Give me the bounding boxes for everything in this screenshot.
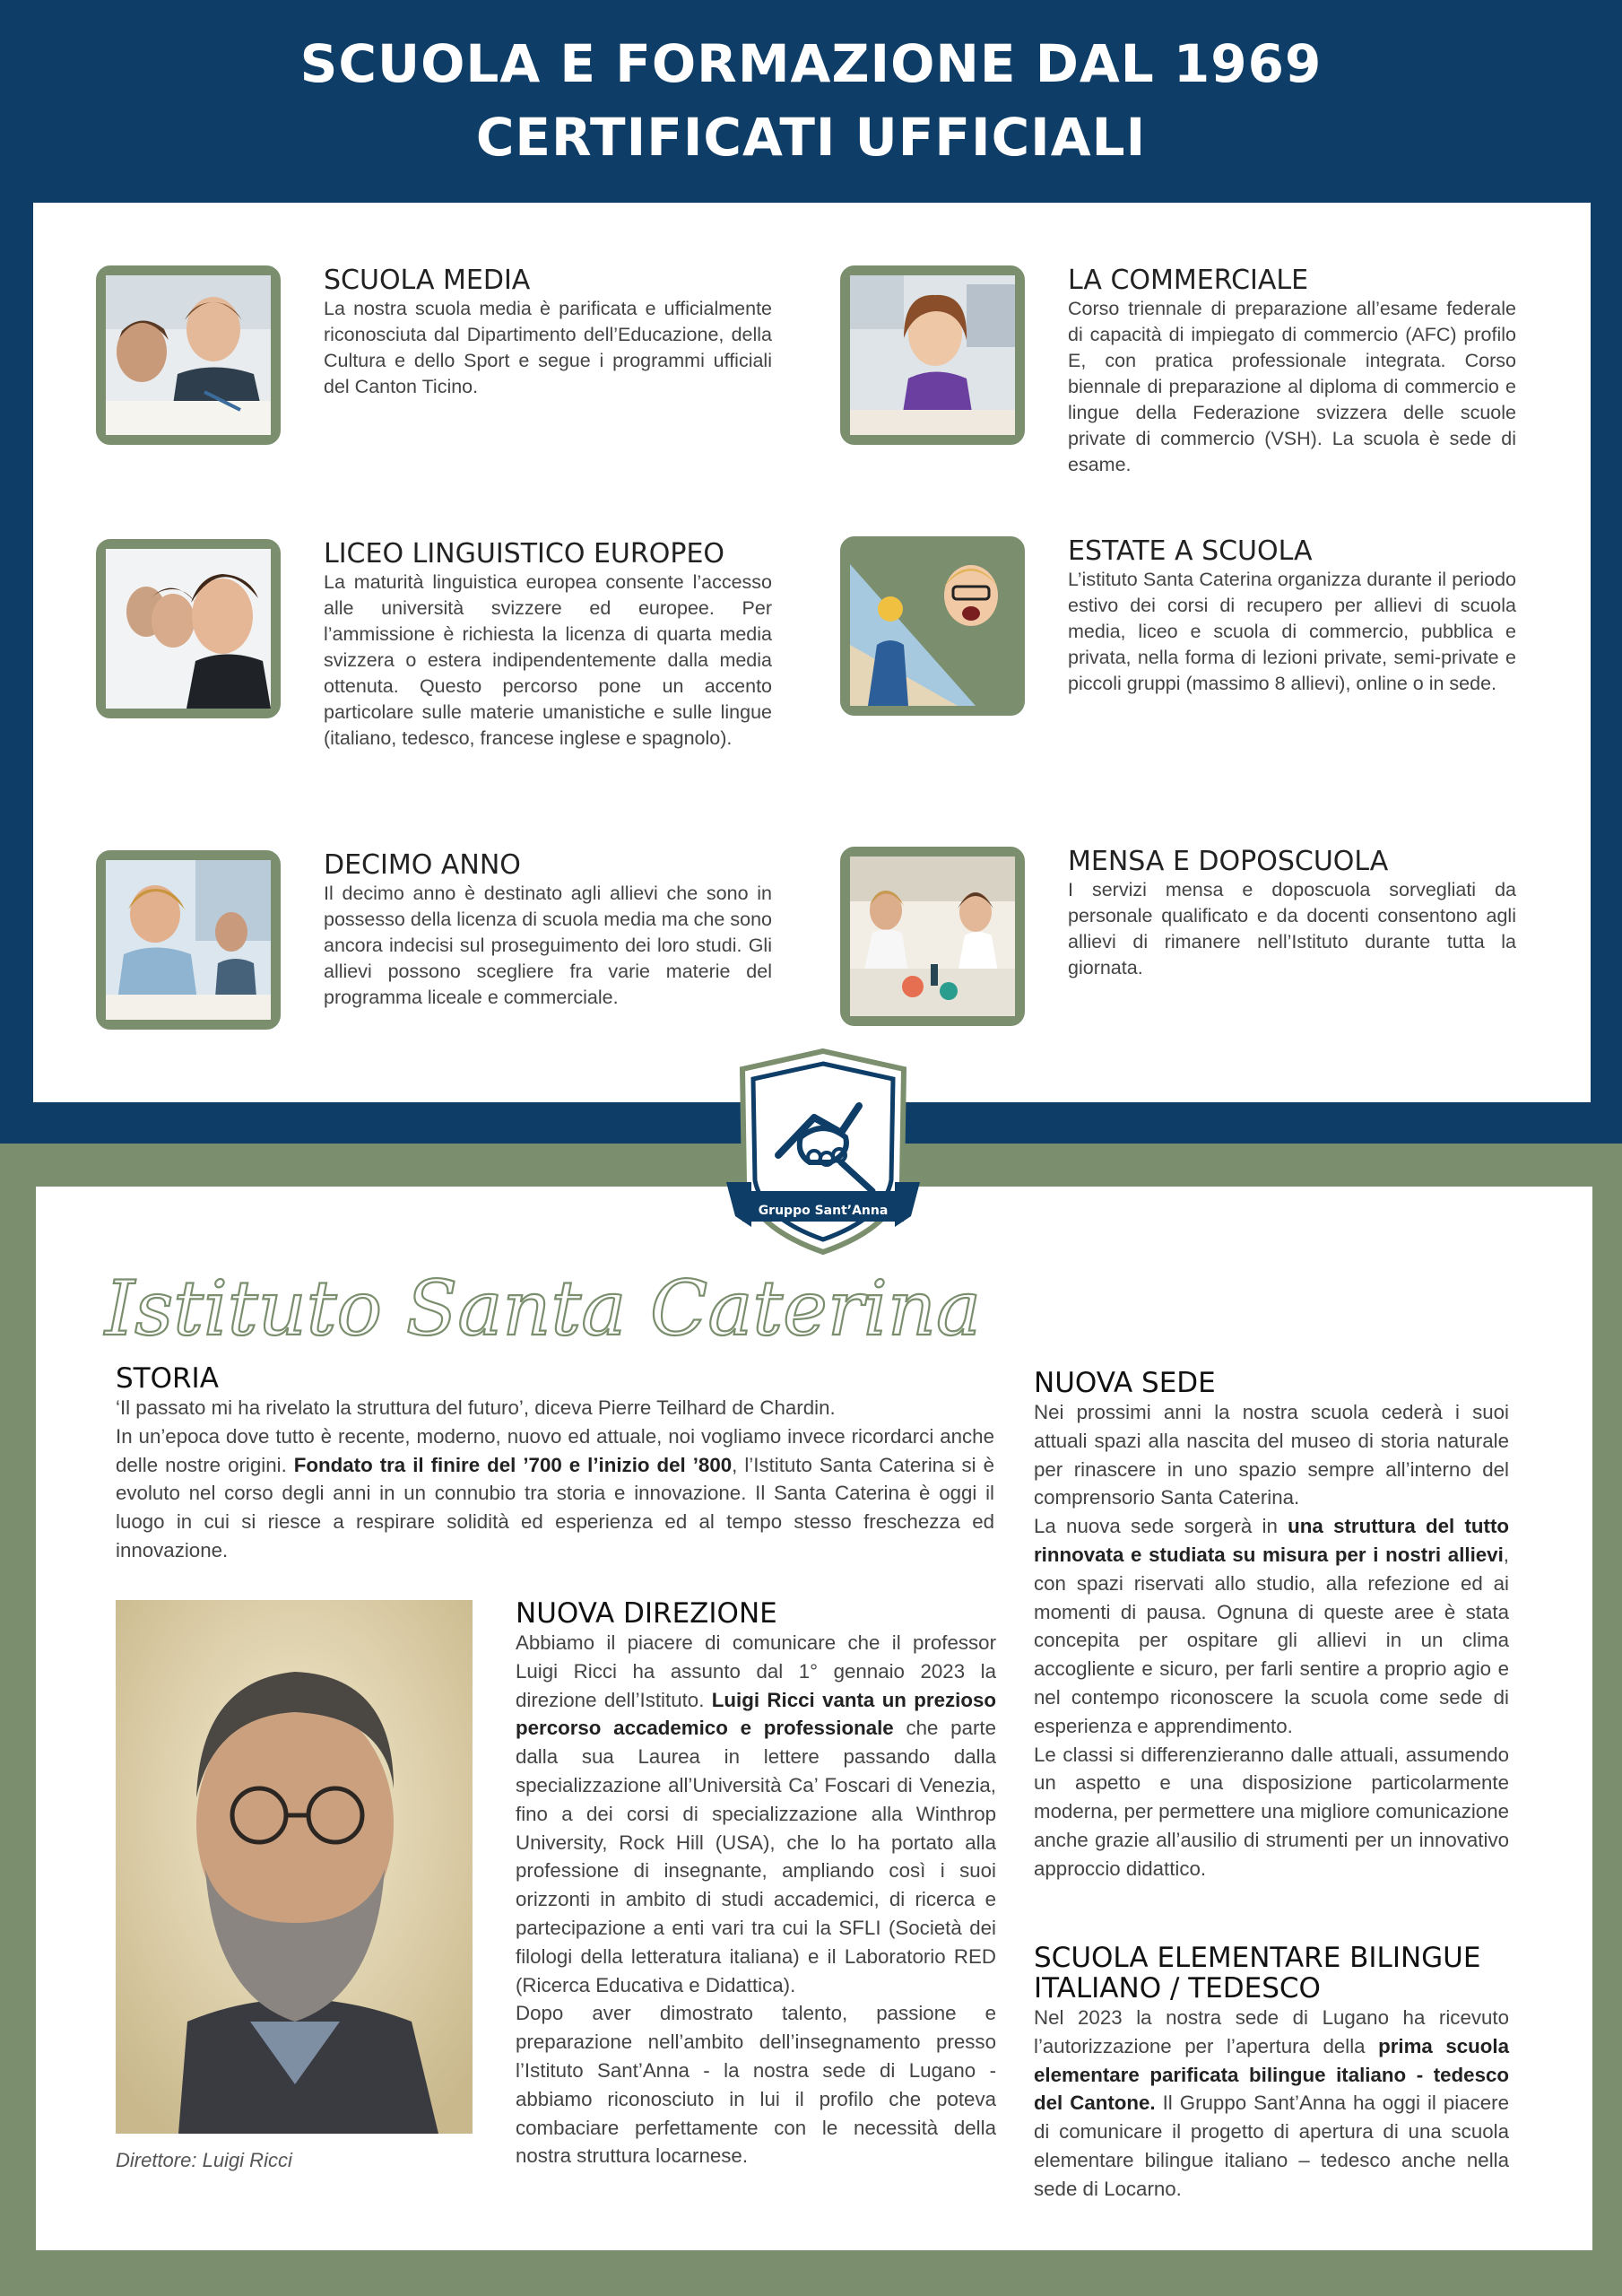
program-description: Il decimo anno è destinato agli allievi che sono in possesso della licenza di scuola media ma che sono ancora indecisi sul proseguimento dei loro studi. Gli allievi possono scegliere fra varie materie del programma liceale e commerciale. <box>324 883 772 1008</box>
storia-body: In un’epoca dove tutto è recente, moderno, nuovo ed attuale, noi vogliamo invece ricordarci anche delle nostre origini. Fondato tra il finire del ’700 e l’inizio del ’800, l’Istituto Santa Caterina si è evoluto nel corso degli anni in un connubio tra storia e innovazione. Il Santa Caterina è oggi il luogo in cui si riesce a respirare solidità ed esperienza ed al tempo stesso freschezza ed innovazione. <box>116 1424 994 1561</box>
section-title: STORIA <box>116 1362 219 1395</box>
portrait-caption: Direttore: Luigi Ricci <box>116 2149 292 2171</box>
program-text <box>324 265 772 400</box>
section-title-2: ITALIANO / TEDESCO <box>1034 1972 1321 2005</box>
storia-quote: ‘Il passato mi ha rivelato la struttura del futuro’, diceva Pierre Teilhard de Chardin. <box>116 1396 836 1419</box>
sede-body-2: La nuova sede sorgerà in una struttura del tutto rinnovata e studiata su misura per i nostri allievi, con spazi riservati allo studio, alla refezione ed ai momenti di pausa. Ognuna di queste aree è stata concepita per ospitare gli allievi in un clima accogliente e sicuro, per farli sentire a proprio agio e nel contempo riconoscere la scuola come sede di esperienza e apprendimento. <box>1034 1515 1509 1737</box>
program-text <box>1068 847 1516 981</box>
section-storia <box>116 1363 994 1565</box>
sede-body-3: Le classi si differenzieranno dalle attuali, assumendo un aspetto e una disposizione particolarmente moderna, per permettere una migliore comunicazione anche grazie all’ausilio di strumenti per un innovativo approccio didattico. <box>1034 1743 1509 1880</box>
program-title: ESTATE A SCUOLA <box>1068 535 1313 567</box>
program-text <box>324 850 772 1011</box>
program-description: Corso triennale di preparazione all’esame federale di capacità di impiegato di commercio (AFC) profilo E, con pratica professionale integrata. Corso biennale di preparazione al diploma di commercio e lingue della Federazione svizzera delle scuole private di commercio (VSH). La scuola è sede di esame. <box>1068 298 1516 475</box>
headline-line-1: SCUOLA E FORMAZIONE DAL 1969 <box>299 33 1323 94</box>
program-description: I servizi mensa e doposcuola sorvegliati da personale qualificato e da docenti consentono agli allievi di rimanere nell’Istituto durante tutta la giornata. <box>1068 879 1516 978</box>
badge-label: Gruppo Sant’Anna <box>758 1204 889 1218</box>
program-title: LA COMMERCIALE <box>1068 265 1309 296</box>
section-scuola-elementare <box>1034 1943 1509 2204</box>
section-nuova-sede <box>1034 1368 1509 1883</box>
photo-summer-kids <box>840 536 1025 716</box>
svg-text:Istituto Santa Caterina: Istituto Santa Caterina <box>105 1265 982 1352</box>
program-title: MENSA E DOPOSCUOLA <box>1068 846 1389 877</box>
portrait-luigi-ricci <box>116 1600 473 2134</box>
program-description: La nostra scuola media è parificata e ufficialmente riconosciuta dal Dipartimento dell’Educazione, della Cultura e dello Sport e segue i programmi ufficiali del Canton Ticino. <box>324 298 772 397</box>
photo-cafeteria <box>840 847 1025 1026</box>
elementare-body: Nel 2023 la nostra sede di Lugano ha ricevuto l’autorizzazione per l’apertura della prima scuola elementare parificata bilingue italiano - tedesco del Cantone. Il Gruppo Sant’Anna ha oggi il piacere di comunicare il progetto di apertura di una scuola elementare bilingue italiano – tedesco anche nella sede di Locarno. <box>1034 2006 1509 2200</box>
program-text <box>324 539 772 752</box>
direzione-body-2: Dopo aver dimostrato talento, passione e preparazione nell’ambito dell’insegnamento presso l’Istituto Sant’Anna - la nostra sede di Lugano - abbiamo riconosciuto in lui il profilo che poteva combaciare perfettamente con le necessità della nostra struttura locarnese. <box>516 2002 996 2168</box>
photo-students-writing <box>96 265 281 445</box>
page-headline <box>0 27 1622 174</box>
programs-panel <box>33 203 1591 1102</box>
section-title-1: SCUOLA ELEMENTARE BILINGUE <box>1034 1942 1481 1974</box>
section-title: NUOVA SEDE <box>1034 1367 1216 1399</box>
section-nuova-direzione <box>516 1598 996 2170</box>
sede-body-1: Nei prossimi anni la nostra scuola cederà i suoi attuali spazi alla nascita del museo di storia naturale per rinascere in uno spazio sempre all’interno del comprensorio Santa Caterina. <box>1034 1401 1509 1509</box>
program-text <box>1068 536 1516 697</box>
program-text <box>1068 265 1516 478</box>
gruppo-santanna-badge-icon <box>724 1048 922 1256</box>
photo-students-listening <box>96 539 281 718</box>
program-title: DECIMO ANNO <box>324 849 521 881</box>
section-title: NUOVA DIREZIONE <box>516 1597 777 1630</box>
program-title: SCUOLA MEDIA <box>324 265 531 296</box>
photo-smiling-student <box>840 265 1025 445</box>
photo-classroom <box>96 850 281 1030</box>
program-title: LICEO LINGUISTICO EUROPEO <box>324 538 725 570</box>
headline-line-2: CERTIFICATI UFFICIALI <box>475 107 1147 168</box>
program-description: L’istituto Santa Caterina organizza durante il periodo estivo dei corsi di recupero per allievi di scuola media, liceo e scuola di commercio, pubblica e privata, nella forma di lezioni private, semi-private e piccoli gruppi (massimo 8 allievi), online o in sede. <box>1068 569 1516 694</box>
istituto-santa-caterina-signature-logo <box>100 1229 982 1363</box>
program-description: La maturità linguistica europea consente l’accesso alle università svizzere ed europee. Per l’ammissione è richiesta la licenza di quarta media svizzera o estera indipendentemente dalla media ottenuta. Questo percorso pone un accento particolare sulle materie umanistiche e sulle lingue (italiano, tedesco, francese inglese e spagnolo). <box>324 571 772 749</box>
direzione-body: Abbiamo il piacere di comunicare che il professor Luigi Ricci ha assunto dal 1° gennaio 2023 la direzione dell’Istituto. Luigi Ricci vanta un prezioso percorso accademico e professionale che parte dalla sua Laurea in lettere passando dalla specializzazione all’Università Ca’ Foscari di Venezia, fino a dei corsi di specializzazione alla Winthrop University, Rock Hill (USA), che lo ha portato alla professione di insegnante, ampliando così i suoi orizzonti in ambito di studi accademici, di ricerca e partecipazione a enti vari tra cui la SFLI (Società dei filologi della letteratura italiana) e il Laboratorio RED (Ricerca Educativa e Didattica). <box>516 1631 996 1996</box>
